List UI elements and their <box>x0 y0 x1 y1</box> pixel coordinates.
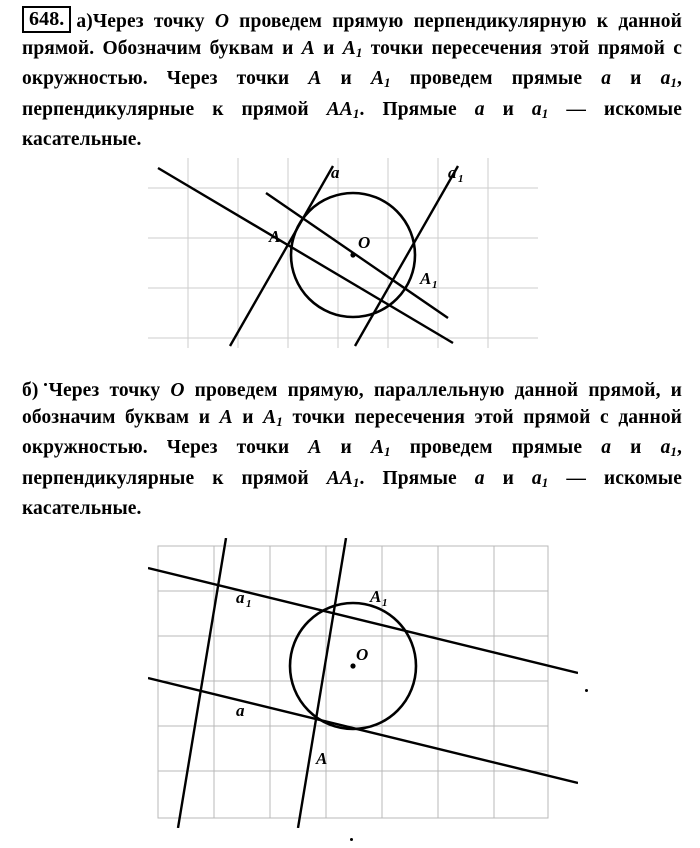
tangent-line-a <box>230 166 333 346</box>
label-a: a <box>236 701 245 720</box>
tangent-line-a1 <box>355 166 458 346</box>
center-point <box>350 663 355 668</box>
label-point-A: A <box>316 749 328 768</box>
center-point <box>350 252 355 257</box>
page-footer-mark <box>350 838 353 841</box>
paragraph-part-a <box>22 6 682 154</box>
label-point-A1-sub: 1 <box>382 597 388 609</box>
label-point-A: A <box>269 227 281 246</box>
label-a1-sub: 1 <box>458 173 464 185</box>
line-AA1 <box>148 678 578 783</box>
figure-a <box>148 158 548 358</box>
label-a1: a <box>448 163 457 182</box>
stray-mark-left <box>44 383 47 386</box>
figure-b-svg <box>148 538 578 828</box>
grid-lines <box>148 158 538 348</box>
label-point-A1: A <box>420 269 432 288</box>
label-a1: a <box>236 588 245 607</box>
figure-b <box>148 538 578 828</box>
part-b-text: Через точку O проведем прямую, параллельную данной прямой, и обозначим буквам и A и $A_1$ точки пересечения этой прямой с данной окружностью. Через точки A и $A_1$ проведем прямые a и $a_1$, перпендикулярные к прямой $AA_1$. Прямые a и $a_1$ — искомые касательные. <box>22 380 683 519</box>
given-line <box>158 168 453 343</box>
label-point-A1: A <box>370 587 382 606</box>
part-a-text: Через точку O проведем прямую перпендикулярную к данной прямой. Обозначим буквам и A и $A_1$ точки пересечения этой прямой с окружностью. Через точки A и $A_1$ проведем прямые a и $a_1$, перпендикулярные к прямой $AA_1$. Прямые a и $a_1$ — искомые касательные. <box>22 11 683 150</box>
part-b-label: б) <box>22 380 39 401</box>
grid-lines <box>158 546 548 818</box>
label-center-O: O <box>356 645 369 664</box>
label-a: a <box>331 163 340 182</box>
problem-number: 648. <box>22 6 71 33</box>
line-AA1 <box>266 193 448 318</box>
paragraph-part-b <box>22 378 682 523</box>
part-a-label: а) <box>76 11 93 32</box>
stray-mark-right <box>585 689 588 692</box>
figure-a-svg <box>148 158 548 358</box>
label-point-A1-sub: 1 <box>432 279 438 291</box>
label-a1-sub: 1 <box>246 598 252 610</box>
label-center-O: O <box>358 233 371 252</box>
tangent-line-a <box>298 538 346 828</box>
